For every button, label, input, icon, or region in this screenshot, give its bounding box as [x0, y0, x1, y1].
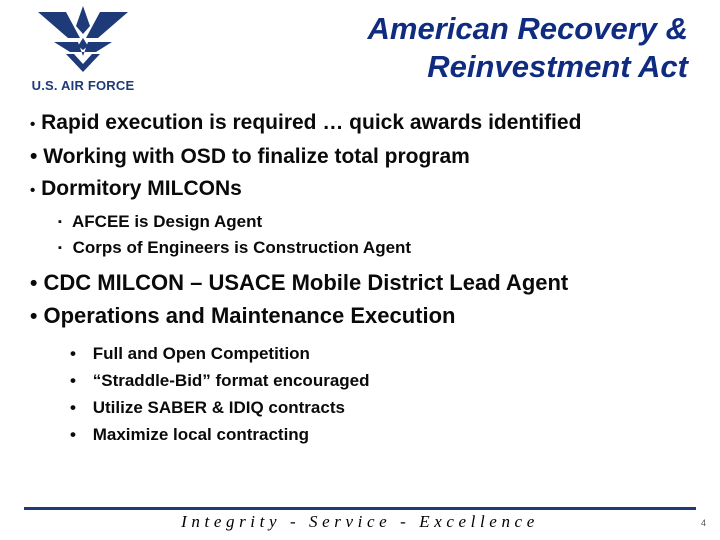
page-number: 4: [700, 518, 706, 528]
title-line-1: American Recovery &: [367, 11, 688, 46]
sub-bullet-item: [70, 367, 700, 394]
bullet-marker: •: [30, 116, 36, 133]
logo-text: U.S. AIR FORCE: [31, 78, 135, 93]
dormitory-sub-list: [58, 210, 700, 262]
sub-bullet-item: [58, 210, 700, 236]
sub-bullet-item: [70, 394, 700, 421]
sub-bullet-text: Maximize local contracting: [92, 425, 310, 444]
bullet-item: [30, 110, 700, 138]
bullet-text: CDC MILCON – USACE Mobile District Lead Agent: [43, 270, 569, 295]
sub-bullet-text: “Straddle-Bid” format encouraged: [92, 371, 370, 390]
bullet-text: Rapid execution is required … quick awards identified: [41, 111, 582, 134]
sub-bullet-text: Utilize SABER & IDIQ contracts: [92, 398, 345, 417]
bullet-marker: •: [30, 145, 38, 168]
sub-bullet-text: Corps of Engineers is Construction Agent: [72, 238, 412, 257]
bullet-marker: •: [30, 272, 38, 295]
sub-bullet-marker: •: [70, 398, 76, 417]
bullet-marker: •: [30, 305, 38, 328]
sub-bullet-item: [70, 421, 700, 448]
bullet-text: Operations and Maintenance Execution: [43, 303, 456, 328]
sub-bullet-item: [70, 340, 700, 367]
bullet-text: Working with OSD to finalize total program: [43, 145, 470, 168]
om-sub-list: [70, 340, 700, 448]
slide-content: [30, 110, 700, 448]
air-force-wings-icon: [36, 4, 130, 74]
title-line-2: Reinvestment Act: [427, 49, 688, 84]
sub-bullet-marker: •: [70, 425, 76, 444]
sub-bullet-marker: •: [70, 344, 76, 363]
sub-bullet-marker: •: [70, 371, 76, 390]
square-bullet-marker: ▪: [58, 216, 62, 228]
sub-bullet-item: [58, 236, 700, 262]
bullet-item: [30, 176, 700, 204]
square-bullet-marker: ▪: [58, 242, 62, 254]
air-force-logo: [24, 4, 142, 96]
sub-bullet-text: AFCEE is Design Agent: [72, 212, 263, 231]
bullet-item: [30, 144, 700, 170]
bullet-text: Dormitory MILCONs: [41, 177, 242, 200]
footer-motto: Integrity - Service - Excellence: [181, 512, 539, 531]
bullet-item: [30, 270, 700, 297]
bullet-item: [30, 303, 700, 330]
bullet-marker: •: [30, 182, 36, 199]
sub-bullet-text: Full and Open Competition: [92, 344, 310, 363]
slide-title: [248, 10, 688, 86]
footer-divider: [24, 507, 696, 510]
